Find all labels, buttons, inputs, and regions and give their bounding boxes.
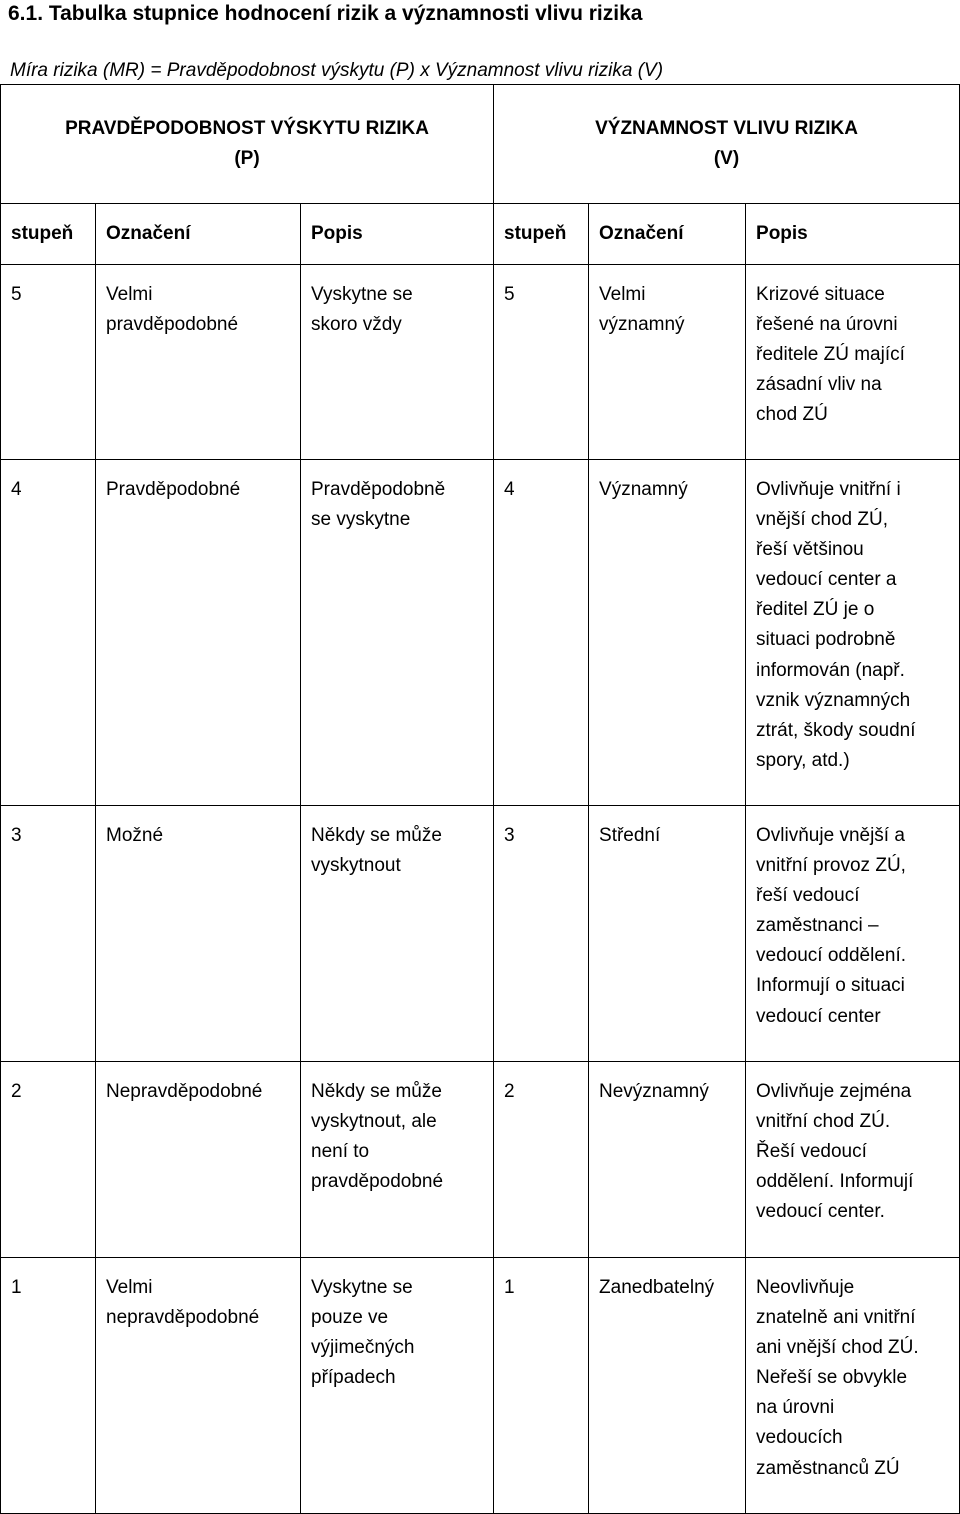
p-desc-cell: Vyskytne se skoro vždy [301, 265, 494, 460]
table-row [1, 806, 960, 1062]
v-label-cell: Nevýznamný [589, 1062, 746, 1258]
v-desc-cell: Ovlivňuje zejména vnitřní chod ZÚ. Řeší vedoucí oddělení. Informují vedoucí center. [746, 1062, 960, 1258]
column-header-row [1, 204, 960, 265]
p-label-cell: Možné [96, 806, 301, 1062]
table-row [1, 1062, 960, 1258]
p-desc-cell: Někdy se může vyskytnout [301, 806, 494, 1062]
p-level-cell: 1 [1, 1258, 96, 1514]
probability-group-header [1, 85, 494, 204]
p-level-cell: 2 [1, 1062, 96, 1258]
table-row [1, 460, 960, 806]
column-header-p-level: stupeň [1, 204, 96, 265]
v-level-cell: 2 [494, 1062, 589, 1258]
v-level-cell: 5 [494, 265, 589, 460]
p-label-cell: Velmi nepravděpodobné [96, 1258, 301, 1514]
table-row [1, 265, 960, 460]
group-header-row [1, 85, 960, 204]
v-label-cell: Velmi významný [589, 265, 746, 460]
v-label-cell: Střední [589, 806, 746, 1062]
impact-group-symbol: (V) [713, 148, 740, 169]
impact-group-title: VÝZNAMNOST VLIVU RIZIKA [595, 118, 858, 139]
p-label-cell: Pravděpodobné [96, 460, 301, 806]
p-level-cell: 4 [1, 460, 96, 806]
p-desc-cell: Někdy se může vyskytnout, ale není to pravděpodobné [301, 1062, 494, 1258]
probability-group-title: PRAVDĚPODOBNOST VÝSKYTU RIZIKA [65, 118, 429, 139]
p-level-cell: 5 [1, 265, 96, 460]
v-desc-cell: Ovlivňuje vnitřní i vnější chod ZÚ, řeší většinou vedoucí center a ředitel ZÚ je o situaci podrobně informován (např. vznik významných ztrát, škody soudní spory, atd.) [746, 460, 960, 806]
p-level-cell: 3 [1, 806, 96, 1062]
impact-group-header [494, 85, 960, 204]
column-header-p-desc: Popis [301, 204, 494, 265]
v-desc-cell: Neovlivňuje znatelně ani vnitřní ani vnější chod ZÚ. Neřeší se obvykle na úrovni vedoucích zaměstnanců ZÚ [746, 1258, 960, 1514]
v-level-cell: 4 [494, 460, 589, 806]
column-header-v-desc: Popis [746, 204, 960, 265]
p-desc-cell: Vyskytne se pouze ve výjimečných případech [301, 1258, 494, 1514]
probability-group-symbol: (P) [234, 148, 260, 169]
p-label-cell: Velmi pravděpodobné [96, 265, 301, 460]
v-label-cell: Významný [589, 460, 746, 806]
page-heading: 6.1. Tabulka stupnice hodnocení rizik a významnosti vlivu rizika [8, 2, 643, 25]
risk-formula: Míra rizika (MR) = Pravděpodobnost výskytu (P) x Významnost vlivu rizika (V) [10, 60, 664, 81]
column-header-p-label: Označení [96, 204, 301, 265]
column-header-v-label: Označení [589, 204, 746, 265]
table-row [1, 1258, 960, 1514]
p-label-cell: Nepravděpodobné [96, 1062, 301, 1258]
column-header-v-level: stupeň [494, 204, 589, 265]
v-level-cell: 1 [494, 1258, 589, 1514]
risk-scale-table [0, 84, 960, 1514]
p-desc-cell: Pravděpodobně se vyskytne [301, 460, 494, 806]
v-level-cell: 3 [494, 806, 589, 1062]
v-label-cell: Zanedbatelný [589, 1258, 746, 1514]
v-desc-cell: Krizové situace řešené na úrovni ředitele ZÚ mající zásadní vliv na chod ZÚ [746, 265, 960, 460]
v-desc-cell: Ovlivňuje vnější a vnitřní provoz ZÚ, řeší vedoucí zaměstnanci – vedoucí oddělení. Informují o situaci vedoucí center [746, 806, 960, 1062]
